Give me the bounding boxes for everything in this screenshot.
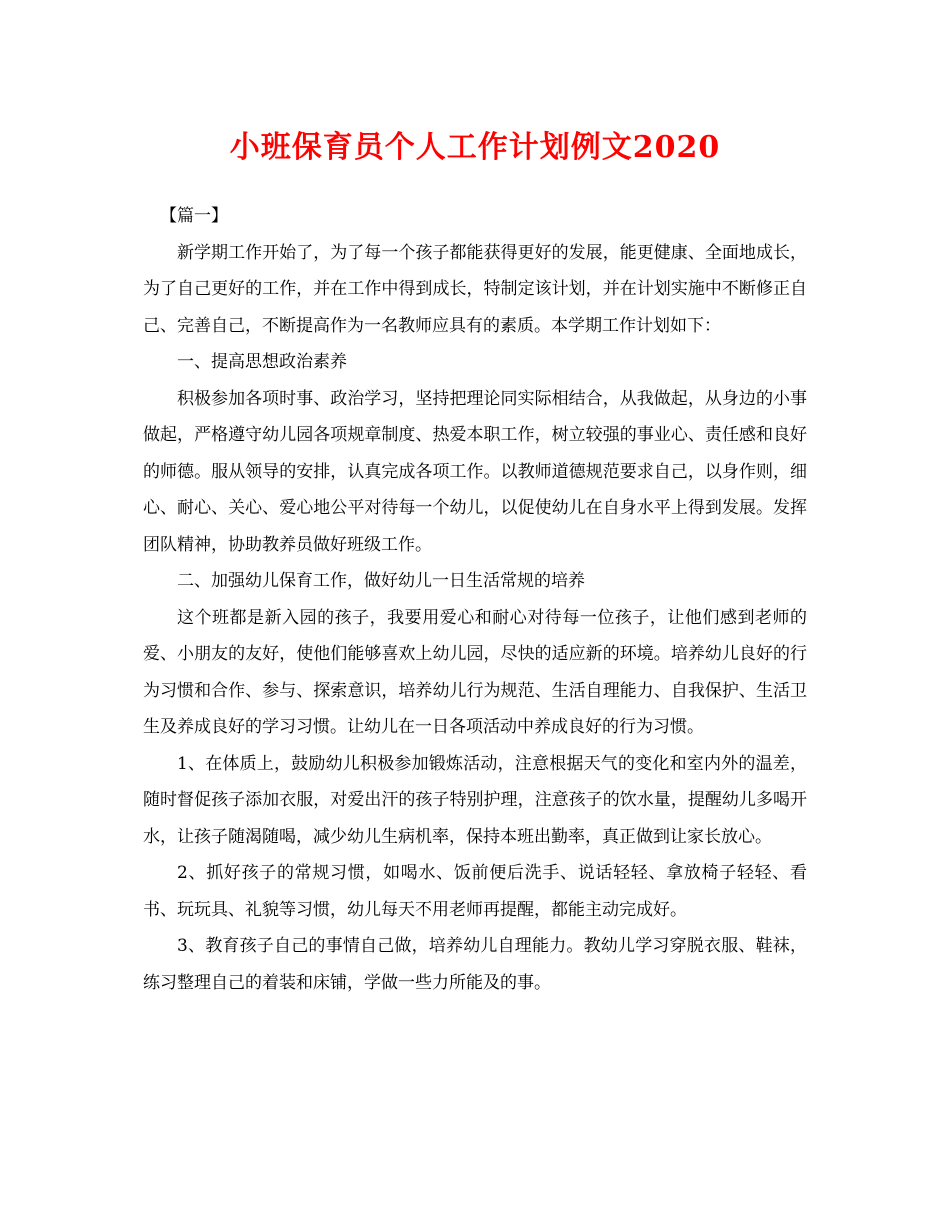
paragraph-political-quality: 积极参加各项时事、政治学习，坚持把理论同实际相结合，从我做起，从身边的小事做起，严格遵守幼儿园各项规章制度、热爱本职工作，树立较强的事业心、责任感和良好的师德。服从领导的安排，认真完成各项工作。以教师道德规范要求自己，以身作则，细心、耐心、关心、爱心地公平对待每一个幼儿，以促使幼儿在自身水平上得到发展。发挥团队精神，协助教养员做好班级工作。 — [143, 388, 807, 555]
paragraph-new-children: 这个班都是新入园的孩子，我要用爱心和耐心对待每一位孩子，让他们感到老师的爱、小朋友的友好，使他们能够喜欢上幼儿园，尽快的适应新的环境。培养幼儿良好的行为习惯和合作、参与、探索意识，培养幼儿行为规范、生活自理能力、自我保护、生活卫生及养成良好的学习习惯。让幼儿在一日各项活动中养成良好的行为习惯。 — [143, 607, 807, 737]
document-body — [143, 198, 807, 1001]
paragraph-routine-habits: 2、抓好孩子的常规习惯，如喝水、饭前便后洗手、说话轻轻、拿放椅子轻轻、看书、玩玩具、礼貌等习惯，幼儿每天不用老师再提醒，都能主动完成好。 — [143, 863, 807, 920]
paragraph-intro: 新学期工作开始了，为了每一个孩子都能获得更好的发展，能更健康、全面地成长，为了自己更好的工作，并在工作中得到成长，特制定该计划，并在计划实施中不断修正自己、完善自己，不断提高作为一名教师应具有的素质。本学期工作计划如下： — [143, 242, 807, 336]
section-label: 【篇一】 — [160, 206, 228, 226]
document-title: 小班保育员个人工作计划例文2020 — [229, 130, 721, 165]
paragraph-self-care: 3、教育孩子自己的事情自己做，培养幼儿自理能力。教幼儿学习穿脱衣服、鞋袜，练习整理自己的着装和床铺，学做一些力所能及的事。 — [143, 936, 807, 993]
heading-childcare-routine: 二、加强幼儿保育工作，做好幼儿一日生活常规的培养 — [177, 571, 585, 591]
heading-political-quality: 一、提高思想政治素养 — [177, 352, 347, 372]
paragraph-physical-health: 1、在体质上，鼓励幼儿积极参加锻炼活动，注意根据天气的变化和室内外的温差，随时督促孩子添加衣服，对爱出汗的孩子特别护理，注意孩子的饮水量，提醒幼儿多喝开水，让孩子随渴随喝，减少幼儿生病机率，保持本班出勤率，真正做到让家长放心。 — [143, 753, 807, 847]
